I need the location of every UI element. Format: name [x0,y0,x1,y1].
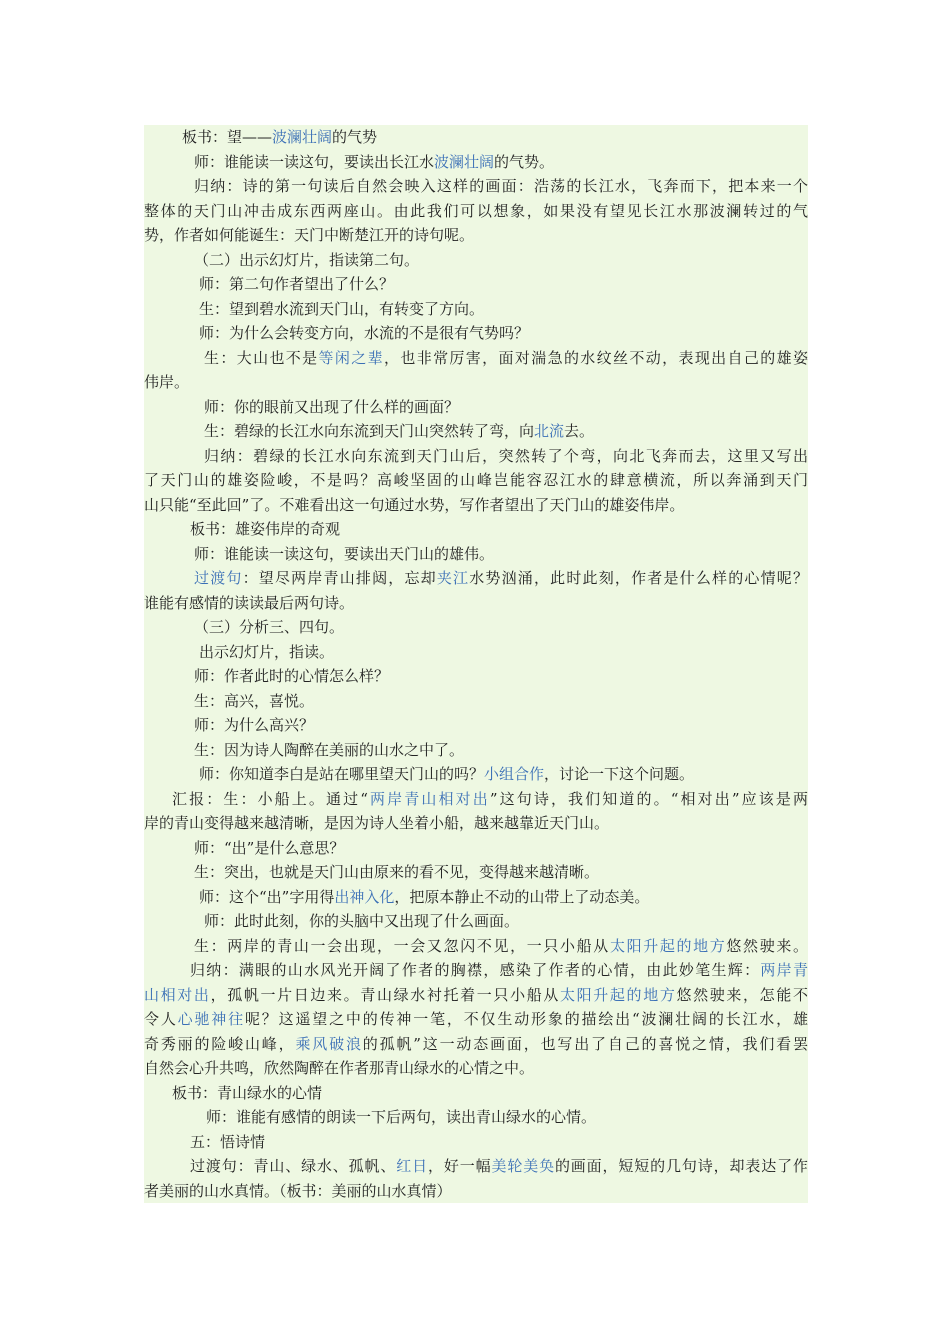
text-run: 悠然驶来，怎能不 [676,985,808,1004]
text-line [144,762,808,787]
text-run: 山只能“至此回”了。不难看出这一句通过水势，写作者望出了天门山的雄姿伟岸。 [144,495,685,514]
text-line [144,321,808,346]
hyperlink[interactable]: 过渡句 [194,569,243,587]
text-run: ，讨论一下这个问题。 [544,765,695,783]
text-run: （三）分析三、四句。 [194,618,345,636]
text-line [144,1056,808,1081]
text-run: 的画面，短短的几句诗，却表达了作 [554,1157,808,1175]
text-run: 师：这个“出”字用得 [199,887,335,906]
hyperlink[interactable]: 乘风破浪 [295,1034,363,1053]
text-run: 师：谁能有感情的朗读一下后两句，读出青山绿水的心情。 [206,1108,597,1126]
document-page [144,125,808,1203]
hyperlink[interactable]: 红日 [396,1157,428,1175]
text-run: 师：“出”是什么意思？ [194,838,345,857]
text-run: 令人 [144,1010,178,1028]
text-run: 伟岸。 [144,373,190,391]
text-run: 势，作者如何能诞生：天门中断楚江开的诗句呢。 [144,226,475,244]
text-line [144,640,808,665]
hyperlink[interactable]: 太阳升起的地方 [609,936,727,955]
text-run: 去。 [564,422,595,440]
text-line [144,199,808,224]
text-run: 生：望到碧水流到天门山，有转变了方向。 [199,299,485,318]
text-line [144,272,808,297]
text-run: 师：谁能读一读这句，要读出天门山的雄伟。 [194,544,495,563]
hyperlink[interactable]: 两岸青 [760,961,808,979]
text-line [144,248,808,273]
text-run: 五：悟诗情 [190,1132,266,1151]
text-run: 生：大山也不是 [204,348,319,367]
text-line [144,1032,808,1057]
text-run: 归纳：碧绿的长江水向东流到天门山后，突然转了个弯，向北飞奔而去，这里又写出 [204,446,808,465]
text-line [144,468,808,493]
text-run: 自然会心升共鸣，欣然陶醉在作者那青山绿水的心情之中。 [144,1059,535,1077]
text-run: 师：你知道李白是站在哪里望天门山的吗？ [199,765,485,783]
text-run: 生：两岸的青山一会出现，一会又忽闪不见，一只小船从 [194,936,610,955]
text-line [144,1130,808,1155]
text-line [144,395,808,420]
text-line [144,983,808,1008]
text-run: 生：因为诗人陶醉在美丽的山水之中了。 [194,740,465,759]
text-line [144,1179,808,1204]
hyperlink[interactable]: 等闲之辈 [318,348,384,367]
text-run: 水势汹涌，此时此刻，作者是什么样的心情呢？ [469,569,808,587]
text-run: 师：谁能读一读这句，要读出长江水 [194,152,435,171]
text-run: 呢？这遥望之中的传神一笔，不仅生动形象的描绘出“波澜壮阔的长江水，雄 [244,1010,808,1028]
text-line [144,860,808,885]
text-run: ”这句诗，我们知道的。“相对出”应该是两 [489,789,808,808]
hyperlink[interactable]: 山相对出 [144,985,211,1004]
text-line [144,1105,808,1130]
text-line [144,689,808,714]
text-line [144,566,808,591]
text-line [144,444,808,469]
hyperlink[interactable]: 波澜壮阔 [272,128,333,146]
text-run: 过渡句：青山、绿水、孤帆、 [190,1157,397,1175]
text-line [144,125,808,150]
text-run: 悠然驶来。 [726,936,808,955]
text-run: 奇秀丽的险峻山峰， [144,1034,296,1053]
text-line [144,1154,808,1179]
hyperlink[interactable]: 出神入化 [334,887,395,906]
text-line [144,297,808,322]
text-run: 板书：青山绿水的心情 [172,1083,323,1102]
text-line [144,934,808,959]
text-run: 生：高兴，喜悦。 [194,691,315,710]
text-run: ，好一幅 [428,1157,492,1175]
text-line [144,542,808,567]
text-run: 了天门山的雄姿险峻，不是吗？高峻坚固的山峰岂能容忍江水的肆意横流，所以奔涌到天门 [144,471,808,489]
text-run: ：望尽两岸青山排闼，忘却 [242,569,437,587]
text-line [144,1007,808,1032]
text-run: 岸的青山变得越来越清晰，是因为诗人坐着小船，越来越靠近天门山。 [144,814,610,832]
text-run: 师：为什么会转变方向，水流的不是很有气势吗？ [199,324,530,342]
text-line [144,738,808,763]
text-line [144,909,808,934]
text-line [144,591,808,616]
text-run: 归纳：诗的第一句读后自然会映入这样的画面：浩荡的长江水，飞奔而下，把本来一个 [194,177,808,195]
text-line [144,811,808,836]
text-line [144,836,808,861]
text-run: 生：碧绿的长江水向东流到天门山突然转了弯，向 [204,422,535,440]
text-run: 者美丽的山水真情。（板书：美丽的山水真情） [144,1181,452,1200]
text-line [144,346,808,371]
text-line [144,370,808,395]
text-run: ，孤帆一片日边来。青山绿水衬托着一只小船从 [210,985,560,1004]
text-run: 师：你的眼前又出现了什么样的画面？ [204,397,460,416]
text-line [144,958,808,983]
text-line [144,174,808,199]
text-line [144,517,808,542]
text-line [144,615,808,640]
hyperlink[interactable]: 心驰神往 [177,1010,245,1028]
text-run: 师：作者此时的心情怎么样？ [194,667,390,685]
text-run: 整体的天门山冲击成东西两座山。由此我们可以想象，如果没有望见长江水那波澜转过的气 [144,201,808,220]
text-line [144,419,808,444]
hyperlink[interactable]: 夹江 [436,569,470,587]
text-run: 师：第二句作者望出了什么？ [199,275,395,293]
text-line [144,885,808,910]
text-line [144,664,808,689]
text-run: 师：此时此刻，你的头脑中又出现了什么画面。 [204,912,520,930]
text-line [144,787,808,812]
text-run: 的气势。 [494,152,555,171]
text-run: 的孤帆”这一动态画面，也写出了自己的喜悦之情，我们看罢 [362,1034,808,1053]
text-run: 师：为什么高兴？ [194,716,315,734]
text-run: ，把原本静止不动的山带上了动态美。 [394,887,650,906]
text-run: 出示幻灯片，指读。 [199,642,335,661]
hyperlink[interactable]: 小组合作 [484,765,545,783]
text-run: 谁能有感情的读读最后两句诗。 [144,593,355,612]
text-line [144,1081,808,1106]
text-line [144,713,808,738]
hyperlink[interactable]: 两岸青山相对出 [367,789,490,808]
text-line [144,150,808,175]
text-run: 板书：望—— [182,128,273,146]
text-run: 汇报：生：小船上。通过“ [172,789,368,808]
hyperlink[interactable]: 波澜壮阔 [434,152,495,171]
text-run: ，也非常厉害，面对湍急的水纹丝不动，表现出自己的雄姿 [383,348,808,367]
text-run: 的气势 [332,128,378,146]
hyperlink[interactable]: 北流 [534,422,565,440]
text-run: 生：突出，也就是天门山由原来的看不见，变得越来越清晰。 [194,863,600,881]
text-run: 归纳：满眼的山水风光开阔了作者的胸襟，感染了作者的心情，由此妙笔生辉： [190,961,761,979]
text-run: 板书：雄姿伟岸的奇观 [190,520,341,538]
text-run: （二）出示幻灯片，指读第二句。 [194,250,420,269]
text-line [144,493,808,518]
hyperlink[interactable]: 太阳升起的地方 [560,985,677,1004]
text-line [144,223,808,248]
hyperlink[interactable]: 美轮美奂 [491,1157,555,1175]
